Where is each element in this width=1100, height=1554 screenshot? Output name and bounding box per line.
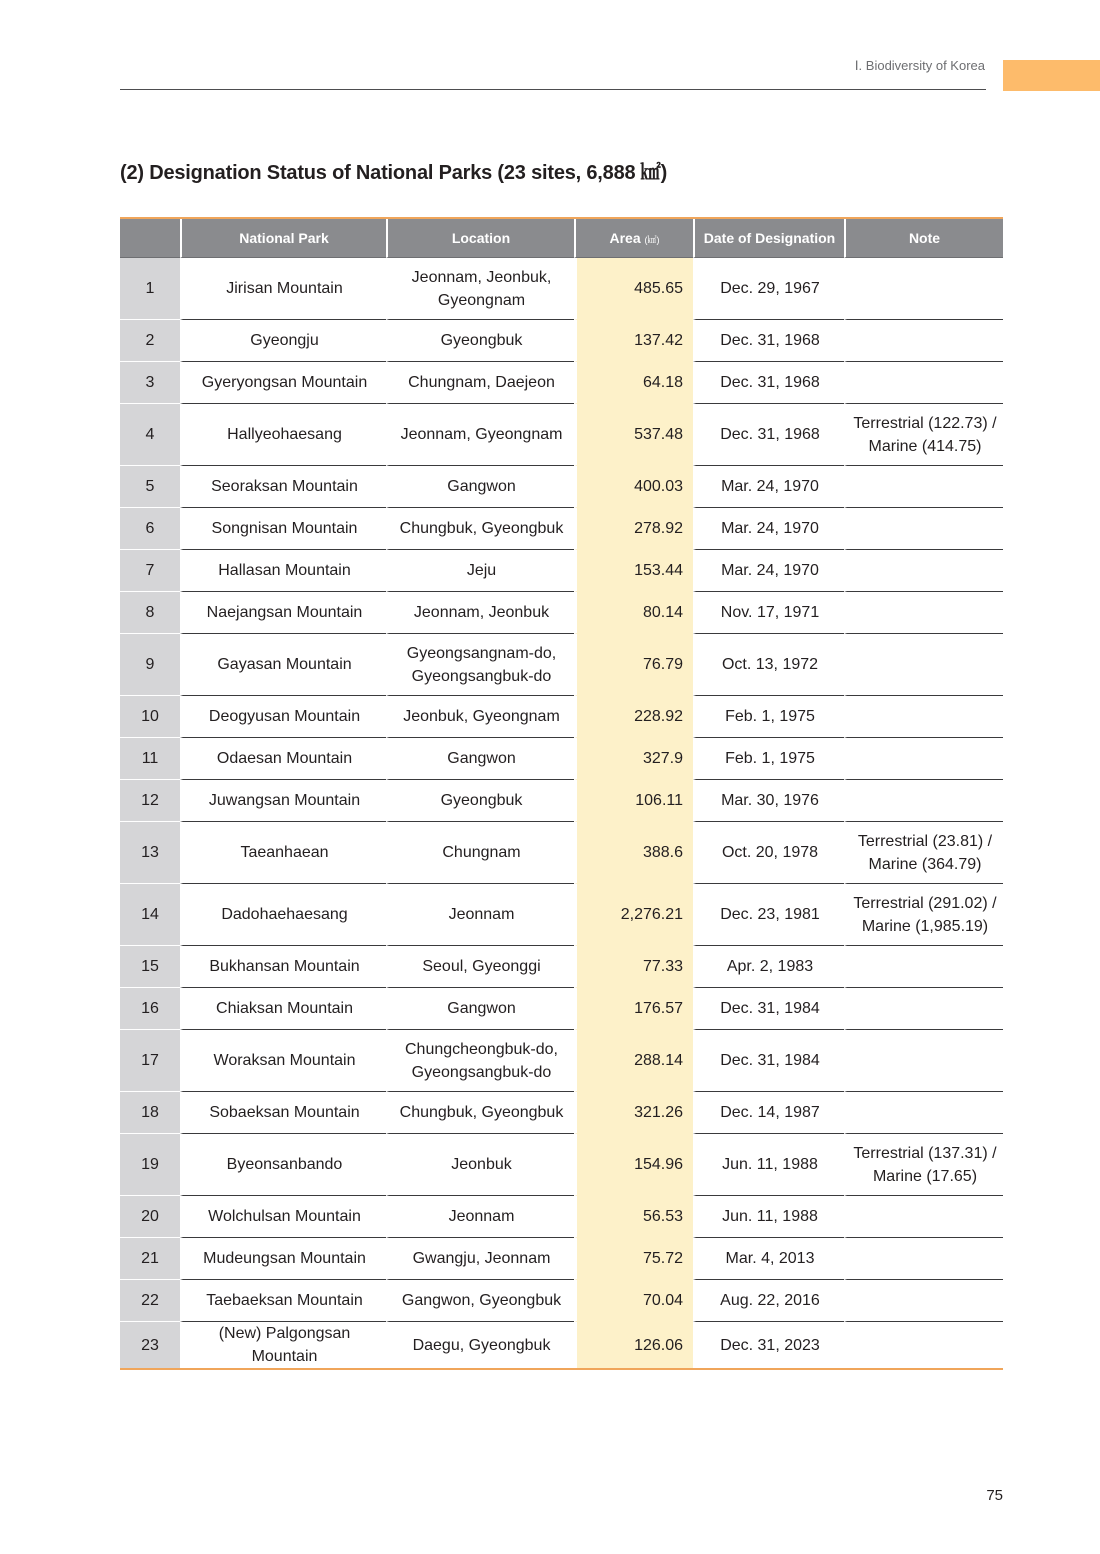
column-header-no bbox=[120, 219, 180, 258]
park-name-cell: Odaesan Mountain bbox=[180, 738, 386, 780]
designation-date-cell: Feb. 1, 1975 bbox=[693, 696, 844, 738]
designation-date-cell: Mar. 24, 1970 bbox=[693, 466, 844, 508]
park-name-cell: Mudeungsan Mountain bbox=[180, 1238, 386, 1280]
area-cell: 176.57 bbox=[574, 988, 693, 1030]
note-cell bbox=[844, 634, 1003, 696]
row-number-cell: 8 bbox=[120, 592, 180, 634]
note-cell bbox=[844, 362, 1003, 404]
park-name-cell: Taebaeksan Mountain bbox=[180, 1280, 386, 1322]
area-cell: 400.03 bbox=[574, 466, 693, 508]
park-name-cell: Byeonsanbando bbox=[180, 1134, 386, 1196]
area-cell: 321.26 bbox=[574, 1092, 693, 1134]
location-cell: Gwangju, Jeonnam bbox=[386, 1238, 574, 1280]
area-cell: 228.92 bbox=[574, 696, 693, 738]
area-cell: 153.44 bbox=[574, 550, 693, 592]
location-cell: Jeonbuk bbox=[386, 1134, 574, 1196]
area-cell: 75.72 bbox=[574, 1238, 693, 1280]
table-row bbox=[120, 988, 1003, 1030]
table-row bbox=[120, 696, 1003, 738]
designation-date-cell: Apr. 2, 1983 bbox=[693, 946, 844, 988]
row-number-cell: 15 bbox=[120, 946, 180, 988]
park-name-cell: Wolchulsan Mountain bbox=[180, 1196, 386, 1238]
row-number-cell: 12 bbox=[120, 780, 180, 822]
area-cell: 80.14 bbox=[574, 592, 693, 634]
area-cell: 70.04 bbox=[574, 1280, 693, 1322]
row-number-cell: 19 bbox=[120, 1134, 180, 1196]
table-row bbox=[120, 404, 1003, 466]
column-header-location: Location bbox=[386, 219, 574, 258]
area-cell: 485.65 bbox=[574, 258, 693, 320]
area-cell: 106.11 bbox=[574, 780, 693, 822]
area-cell: 288.14 bbox=[574, 1030, 693, 1092]
header-divider bbox=[120, 89, 986, 90]
national-parks-table bbox=[120, 217, 1003, 1370]
table-row bbox=[120, 738, 1003, 780]
park-name-cell: Sobaeksan Mountain bbox=[180, 1092, 386, 1134]
table-row bbox=[120, 946, 1003, 988]
table-row bbox=[120, 362, 1003, 404]
area-cell: 126.06 bbox=[574, 1322, 693, 1368]
row-number-cell: 22 bbox=[120, 1280, 180, 1322]
note-cell: Terrestrial (137.31) / Marine (17.65) bbox=[844, 1134, 1003, 1196]
designation-date-cell: Nov. 17, 1971 bbox=[693, 592, 844, 634]
table-row bbox=[120, 508, 1003, 550]
location-cell: Gangwon bbox=[386, 466, 574, 508]
area-cell: 76.79 bbox=[574, 634, 693, 696]
table-row bbox=[120, 1092, 1003, 1134]
note-cell bbox=[844, 1280, 1003, 1322]
table-row bbox=[120, 780, 1003, 822]
designation-date-cell: Dec. 31, 1968 bbox=[693, 362, 844, 404]
park-name-cell: Hallyeohaesang bbox=[180, 404, 386, 466]
location-cell: Gangwon bbox=[386, 988, 574, 1030]
row-number-cell: 14 bbox=[120, 884, 180, 946]
location-cell: Chungnam, Daejeon bbox=[386, 362, 574, 404]
park-name-cell: Jirisan Mountain bbox=[180, 258, 386, 320]
row-number-cell: 20 bbox=[120, 1196, 180, 1238]
park-name-cell: Deogyusan Mountain bbox=[180, 696, 386, 738]
row-number-cell: 16 bbox=[120, 988, 180, 1030]
note-cell bbox=[844, 1238, 1003, 1280]
location-cell: Jeonnam bbox=[386, 884, 574, 946]
designation-date-cell: Dec. 31, 1984 bbox=[693, 1030, 844, 1092]
table-row bbox=[120, 320, 1003, 362]
row-number-cell: 17 bbox=[120, 1030, 180, 1092]
area-cell: 56.53 bbox=[574, 1196, 693, 1238]
table-row bbox=[120, 1030, 1003, 1092]
note-cell: Terrestrial (122.73) / Marine (414.75) bbox=[844, 404, 1003, 466]
designation-date-cell: Dec. 29, 1967 bbox=[693, 258, 844, 320]
designation-date-cell: Aug. 22, 2016 bbox=[693, 1280, 844, 1322]
table-row bbox=[120, 1196, 1003, 1238]
park-name-cell: Woraksan Mountain bbox=[180, 1030, 386, 1092]
designation-date-cell: Mar. 4, 2013 bbox=[693, 1238, 844, 1280]
area-cell: 64.18 bbox=[574, 362, 693, 404]
area-cell: 278.92 bbox=[574, 508, 693, 550]
note-cell: Terrestrial (291.02) / Marine (1,985.19) bbox=[844, 884, 1003, 946]
location-cell: Seoul, Gyeonggi bbox=[386, 946, 574, 988]
table-row bbox=[120, 258, 1003, 320]
location-cell: Chungbuk, Gyeongbuk bbox=[386, 508, 574, 550]
row-number-cell: 4 bbox=[120, 404, 180, 466]
park-name-cell: Hallasan Mountain bbox=[180, 550, 386, 592]
row-number-cell: 6 bbox=[120, 508, 180, 550]
park-name-cell: (New) Palgongsan Mountain bbox=[180, 1322, 386, 1368]
designation-date-cell: Dec. 31, 2023 bbox=[693, 1322, 844, 1368]
park-name-cell: Bukhansan Mountain bbox=[180, 946, 386, 988]
row-number-cell: 5 bbox=[120, 466, 180, 508]
location-cell: Chungcheongbuk-do, Gyeongsangbuk-do bbox=[386, 1030, 574, 1092]
row-number-cell: 18 bbox=[120, 1092, 180, 1134]
park-name-cell: Gyeongju bbox=[180, 320, 386, 362]
area-cell: 154.96 bbox=[574, 1134, 693, 1196]
area-header-label: Area bbox=[609, 230, 641, 246]
section-title: (2) Designation Status of National Parks (23 sites, 6,888 ㎢) bbox=[120, 162, 668, 184]
location-cell: Chungnam bbox=[386, 822, 574, 884]
table-row bbox=[120, 466, 1003, 508]
note-cell bbox=[844, 946, 1003, 988]
note-cell bbox=[844, 1322, 1003, 1368]
row-number-cell: 2 bbox=[120, 320, 180, 362]
designation-date-cell: Dec. 31, 1968 bbox=[693, 404, 844, 466]
location-cell: Chungbuk, Gyeongbuk bbox=[386, 1092, 574, 1134]
table-row bbox=[120, 884, 1003, 946]
table-header-row bbox=[120, 219, 1003, 258]
note-cell bbox=[844, 738, 1003, 780]
park-name-cell: Gyeryongsan Mountain bbox=[180, 362, 386, 404]
page-number: 75 bbox=[986, 1487, 1003, 1504]
park-name-cell: Dadohaehaesang bbox=[180, 884, 386, 946]
location-cell: Gangwon, Gyeongbuk bbox=[386, 1280, 574, 1322]
row-number-cell: 9 bbox=[120, 634, 180, 696]
location-cell: Gangwon bbox=[386, 738, 574, 780]
designation-date-cell: Feb. 1, 1975 bbox=[693, 738, 844, 780]
area-cell: 77.33 bbox=[574, 946, 693, 988]
location-cell: Jeonnam, Jeonbuk bbox=[386, 592, 574, 634]
designation-date-cell: Dec. 14, 1987 bbox=[693, 1092, 844, 1134]
note-cell bbox=[844, 780, 1003, 822]
location-cell: Jeonbuk, Gyeongnam bbox=[386, 696, 574, 738]
table-row bbox=[120, 592, 1003, 634]
location-cell: Gyeongbuk bbox=[386, 780, 574, 822]
designation-date-cell: Oct. 20, 1978 bbox=[693, 822, 844, 884]
area-cell: 537.48 bbox=[574, 404, 693, 466]
area-unit-label: (㎢) bbox=[644, 235, 660, 245]
table-row bbox=[120, 1238, 1003, 1280]
location-cell: Jeonnam bbox=[386, 1196, 574, 1238]
area-cell: 2,276.21 bbox=[574, 884, 693, 946]
column-header-area bbox=[574, 219, 693, 258]
column-header-park: National Park bbox=[180, 219, 386, 258]
designation-date-cell: Mar. 24, 1970 bbox=[693, 508, 844, 550]
area-cell: 388.6 bbox=[574, 822, 693, 884]
designation-date-cell: Oct. 13, 1972 bbox=[693, 634, 844, 696]
row-number-cell: 21 bbox=[120, 1238, 180, 1280]
note-cell bbox=[844, 508, 1003, 550]
location-cell: Daegu, Gyeongbuk bbox=[386, 1322, 574, 1368]
location-cell: Jeonnam, Gyeongnam bbox=[386, 404, 574, 466]
note-cell bbox=[844, 466, 1003, 508]
location-cell: Gyeongbuk bbox=[386, 320, 574, 362]
table-body bbox=[120, 258, 1003, 1368]
table-row bbox=[120, 550, 1003, 592]
park-name-cell: Chiaksan Mountain bbox=[180, 988, 386, 1030]
note-cell bbox=[844, 696, 1003, 738]
running-header: Ⅰ. Biodiversity of Korea bbox=[854, 58, 985, 73]
row-number-cell: 10 bbox=[120, 696, 180, 738]
location-cell: Gyeongsangnam-do, Gyeongsangbuk-do bbox=[386, 634, 574, 696]
area-cell: 137.42 bbox=[574, 320, 693, 362]
park-name-cell: Taeanhaean bbox=[180, 822, 386, 884]
table-row bbox=[120, 1134, 1003, 1196]
note-cell bbox=[844, 320, 1003, 362]
note-cell bbox=[844, 988, 1003, 1030]
park-name-cell: Songnisan Mountain bbox=[180, 508, 386, 550]
note-cell bbox=[844, 1196, 1003, 1238]
note-cell bbox=[844, 1092, 1003, 1134]
column-header-note: Note bbox=[844, 219, 1003, 258]
park-name-cell: Naejangsan Mountain bbox=[180, 592, 386, 634]
row-number-cell: 23 bbox=[120, 1322, 180, 1368]
table-row bbox=[120, 634, 1003, 696]
row-number-cell: 13 bbox=[120, 822, 180, 884]
location-cell: Jeonnam, Jeonbuk, Gyeongnam bbox=[386, 258, 574, 320]
note-cell bbox=[844, 1030, 1003, 1092]
designation-date-cell: Dec. 31, 1968 bbox=[693, 320, 844, 362]
area-cell: 327.9 bbox=[574, 738, 693, 780]
designation-date-cell: Dec. 31, 1984 bbox=[693, 988, 844, 1030]
designation-date-cell: Jun. 11, 1988 bbox=[693, 1134, 844, 1196]
note-cell: Terrestrial (23.81) / Marine (364.79) bbox=[844, 822, 1003, 884]
column-header-date: Date of Designation bbox=[693, 219, 844, 258]
chapter-tab bbox=[1003, 60, 1100, 91]
designation-date-cell: Mar. 30, 1976 bbox=[693, 780, 844, 822]
row-number-cell: 3 bbox=[120, 362, 180, 404]
row-number-cell: 1 bbox=[120, 258, 180, 320]
note-cell bbox=[844, 550, 1003, 592]
designation-date-cell: Jun. 11, 1988 bbox=[693, 1196, 844, 1238]
note-cell bbox=[844, 258, 1003, 320]
park-name-cell: Juwangsan Mountain bbox=[180, 780, 386, 822]
table-row bbox=[120, 1322, 1003, 1368]
row-number-cell: 11 bbox=[120, 738, 180, 780]
row-number-cell: 7 bbox=[120, 550, 180, 592]
designation-date-cell: Mar. 24, 1970 bbox=[693, 550, 844, 592]
table-row bbox=[120, 822, 1003, 884]
location-cell: Jeju bbox=[386, 550, 574, 592]
park-name-cell: Gayasan Mountain bbox=[180, 634, 386, 696]
designation-date-cell: Dec. 23, 1981 bbox=[693, 884, 844, 946]
note-cell bbox=[844, 592, 1003, 634]
table-row bbox=[120, 1280, 1003, 1322]
park-name-cell: Seoraksan Mountain bbox=[180, 466, 386, 508]
